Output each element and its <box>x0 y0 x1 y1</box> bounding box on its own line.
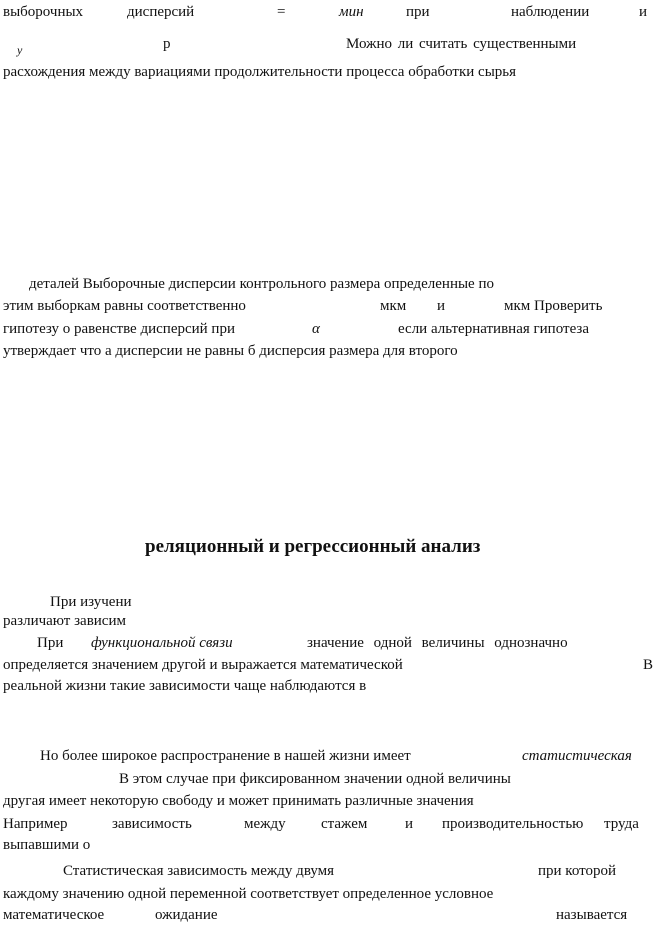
text-line: В <box>643 657 654 673</box>
text-line: функциональной связи <box>91 635 233 651</box>
text-line: деталей Выборочные дисперсии контрольного размера определенные по <box>29 276 494 292</box>
text-line: другая имеет некоторую свободу и может принимать различные значения <box>3 793 474 809</box>
text-line: определяется значением другой и выражается математической <box>3 657 403 673</box>
text-line: и <box>405 816 414 832</box>
text-line: Статистическая зависимость между двумя <box>63 863 335 879</box>
text-line: различают зависим <box>3 613 126 629</box>
text-line: расхождения между вариациями продолжительности процесса обработки сырья <box>3 64 517 80</box>
text-line: мкм <box>380 298 407 314</box>
text-line: α <box>312 321 320 337</box>
text-line: реальной жизни такие зависимости чаще наблюдаются в <box>3 678 367 694</box>
text-line: гипотезу о равенстве дисперсий при <box>3 321 235 337</box>
text-line: = <box>277 4 286 20</box>
text-line: ожидание <box>155 907 218 923</box>
text-line: дисперсий <box>127 4 195 20</box>
text-line: y <box>17 43 23 57</box>
text-line: В этом случае при фиксированном значении одной величины <box>119 771 511 787</box>
text-line: при которой <box>538 863 617 879</box>
text-line: Например <box>3 816 68 832</box>
text-line: Но более широкое распространение в нашей жизни имеет <box>40 748 411 764</box>
text-line: труда <box>604 816 639 832</box>
text-line: и <box>639 4 648 20</box>
text-line: р <box>163 36 171 52</box>
text-line: статистическая <box>522 748 632 764</box>
text-line: При <box>37 635 64 651</box>
text-line: этим выборкам равны соответственно <box>3 298 246 314</box>
text-line: между <box>244 816 286 832</box>
text-line: и <box>437 298 446 314</box>
text-line: производительностью <box>442 816 584 832</box>
text-line: зависимость <box>112 816 192 832</box>
text-line: выпавшими о <box>3 837 91 853</box>
text-line: При изучени <box>50 594 132 610</box>
text-line: если альтернативная гипотеза <box>398 321 589 337</box>
text-line: мкм Проверить <box>504 298 603 314</box>
text-line: утверждает что а дисперсии не равны б дисперсия размера для второго <box>3 343 458 359</box>
text-line: математическое <box>3 907 105 923</box>
text-line: каждому значению одной переменной соответствует определенное условное <box>3 886 494 902</box>
text-line: мин <box>339 4 364 20</box>
text-line: значение одной величины однозначно <box>307 635 568 651</box>
section-heading: реляционный и регрессионный анализ <box>145 536 481 557</box>
text-line: наблюдении <box>511 4 590 20</box>
text-line: при <box>406 4 430 20</box>
text-line: стажем <box>321 816 368 832</box>
text-line: выборочных <box>3 4 84 20</box>
text-line: Можно ли считать существенными <box>346 36 577 52</box>
text-line: называется <box>556 907 628 923</box>
